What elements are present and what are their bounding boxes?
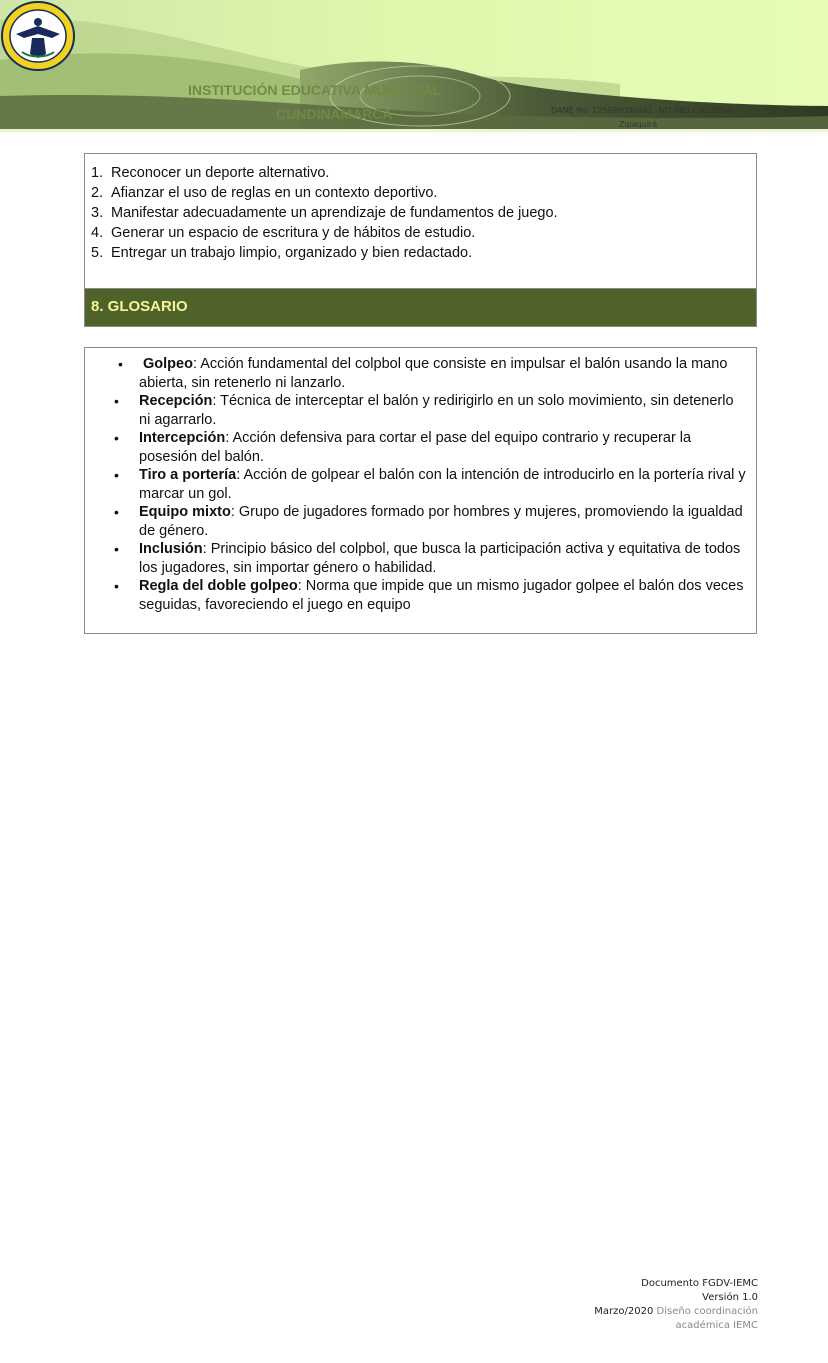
institution-seal-icon — [0, 0, 76, 72]
glossary-item — [139, 466, 748, 503]
list-item-text: Reconocer un deporte alternativo. — [111, 165, 330, 181]
glossary-definition: : Técnica de interceptar el balón y redirigirlo en un solo movimiento, sin detenerlo ni agarrarlo. — [139, 393, 734, 428]
list-item-text: Entregar un trabajo limpio, organizado y bien redactado. — [111, 245, 473, 261]
glossary-box — [84, 347, 757, 634]
institution-name-line1: INSTITUCIÓN EDUCATIVA MUNICIPAL — [188, 82, 442, 98]
glossary-definition: : Acción defensiva para cortar el pase del equipo contrario y recuperar la posesión del balón. — [139, 430, 692, 465]
list-item-text: Afianzar el uso de reglas en un contexto deportivo. — [111, 185, 438, 201]
glossary-item — [139, 503, 748, 540]
glossary-definition: : Principio básico del colpbol, que busca la participación activa y equitativa de todos los jugadores, sin importar género o habilidad. — [139, 541, 741, 576]
list-item — [91, 163, 756, 183]
dane-nit-text: DANE No. 125899000461 -NIT 860.030.389-8 — [551, 106, 734, 115]
list-item — [91, 183, 756, 203]
objectives-box — [84, 153, 757, 288]
institution-name-line2: CUNDINAMARCA — [276, 106, 393, 122]
list-number: 2. — [91, 185, 104, 201]
footer-date: Marzo/2020 — [594, 1306, 654, 1317]
glossary-term: Tiro a portería — [139, 467, 237, 483]
glossary-item — [139, 392, 748, 429]
glossary-term: Regla del doble golpeo — [139, 578, 298, 594]
list-item-text: Manifestar adecuadamente un aprendizaje de fundamentos de juego. — [111, 205, 558, 221]
glossary-item — [139, 355, 748, 392]
list-item-text: Generar un espacio de escritura y de hábitos de estudio. — [111, 225, 476, 241]
section-title: 8. GLOSARIO — [91, 298, 188, 315]
list-item — [91, 243, 756, 263]
footer-design: Diseño coordinación — [656, 1306, 758, 1317]
glossary-definition: : Grupo de jugadores formado por hombres y mujeres, promoviendo la igualdad de género. — [139, 504, 743, 539]
glossary-item — [139, 540, 748, 577]
footer-version: Versión 1.0 — [702, 1292, 758, 1303]
glossary-term: Intercepción — [139, 430, 226, 446]
glossary-definition: : Norma que impide que un mismo jugador golpee el balón dos veces seguidas, favoreciendo el juego en equipo — [139, 578, 744, 613]
list-number: 5. — [91, 245, 104, 261]
city-text: Zipaquirá — [619, 120, 658, 129]
glossary-definition: : Acción de golpear el balón con la intención de introducirlo en la portería rival y marcar un gol. — [139, 467, 746, 502]
list-number: 4. — [91, 225, 104, 241]
section-header-bar — [84, 288, 757, 327]
list-number: 3. — [91, 205, 104, 221]
page-header — [0, 0, 828, 132]
glossary-item — [139, 577, 748, 614]
list-number: 1. — [91, 165, 104, 181]
footer-design-line2: académica IEMC — [675, 1320, 758, 1331]
list-item — [91, 203, 756, 223]
list-item — [91, 223, 756, 243]
glossary-item — [139, 429, 748, 466]
footer-date-design — [594, 1305, 758, 1319]
footer-document: Documento FGDV-IEMC — [641, 1278, 758, 1289]
glossary-list — [85, 348, 756, 614]
objectives-list — [85, 154, 756, 263]
glossary-term: Inclusión — [139, 541, 203, 557]
glossary-term: Golpeo — [143, 356, 193, 372]
page-footer — [594, 1277, 758, 1333]
glossary-definition: : Acción fundamental del colpbol que consiste en impulsar el balón usando la mano abierta, sin retenerlo ni lanzarlo. — [139, 356, 728, 391]
glossary-term: Equipo mixto — [139, 504, 231, 520]
glossary-term: Recepción — [139, 393, 213, 409]
